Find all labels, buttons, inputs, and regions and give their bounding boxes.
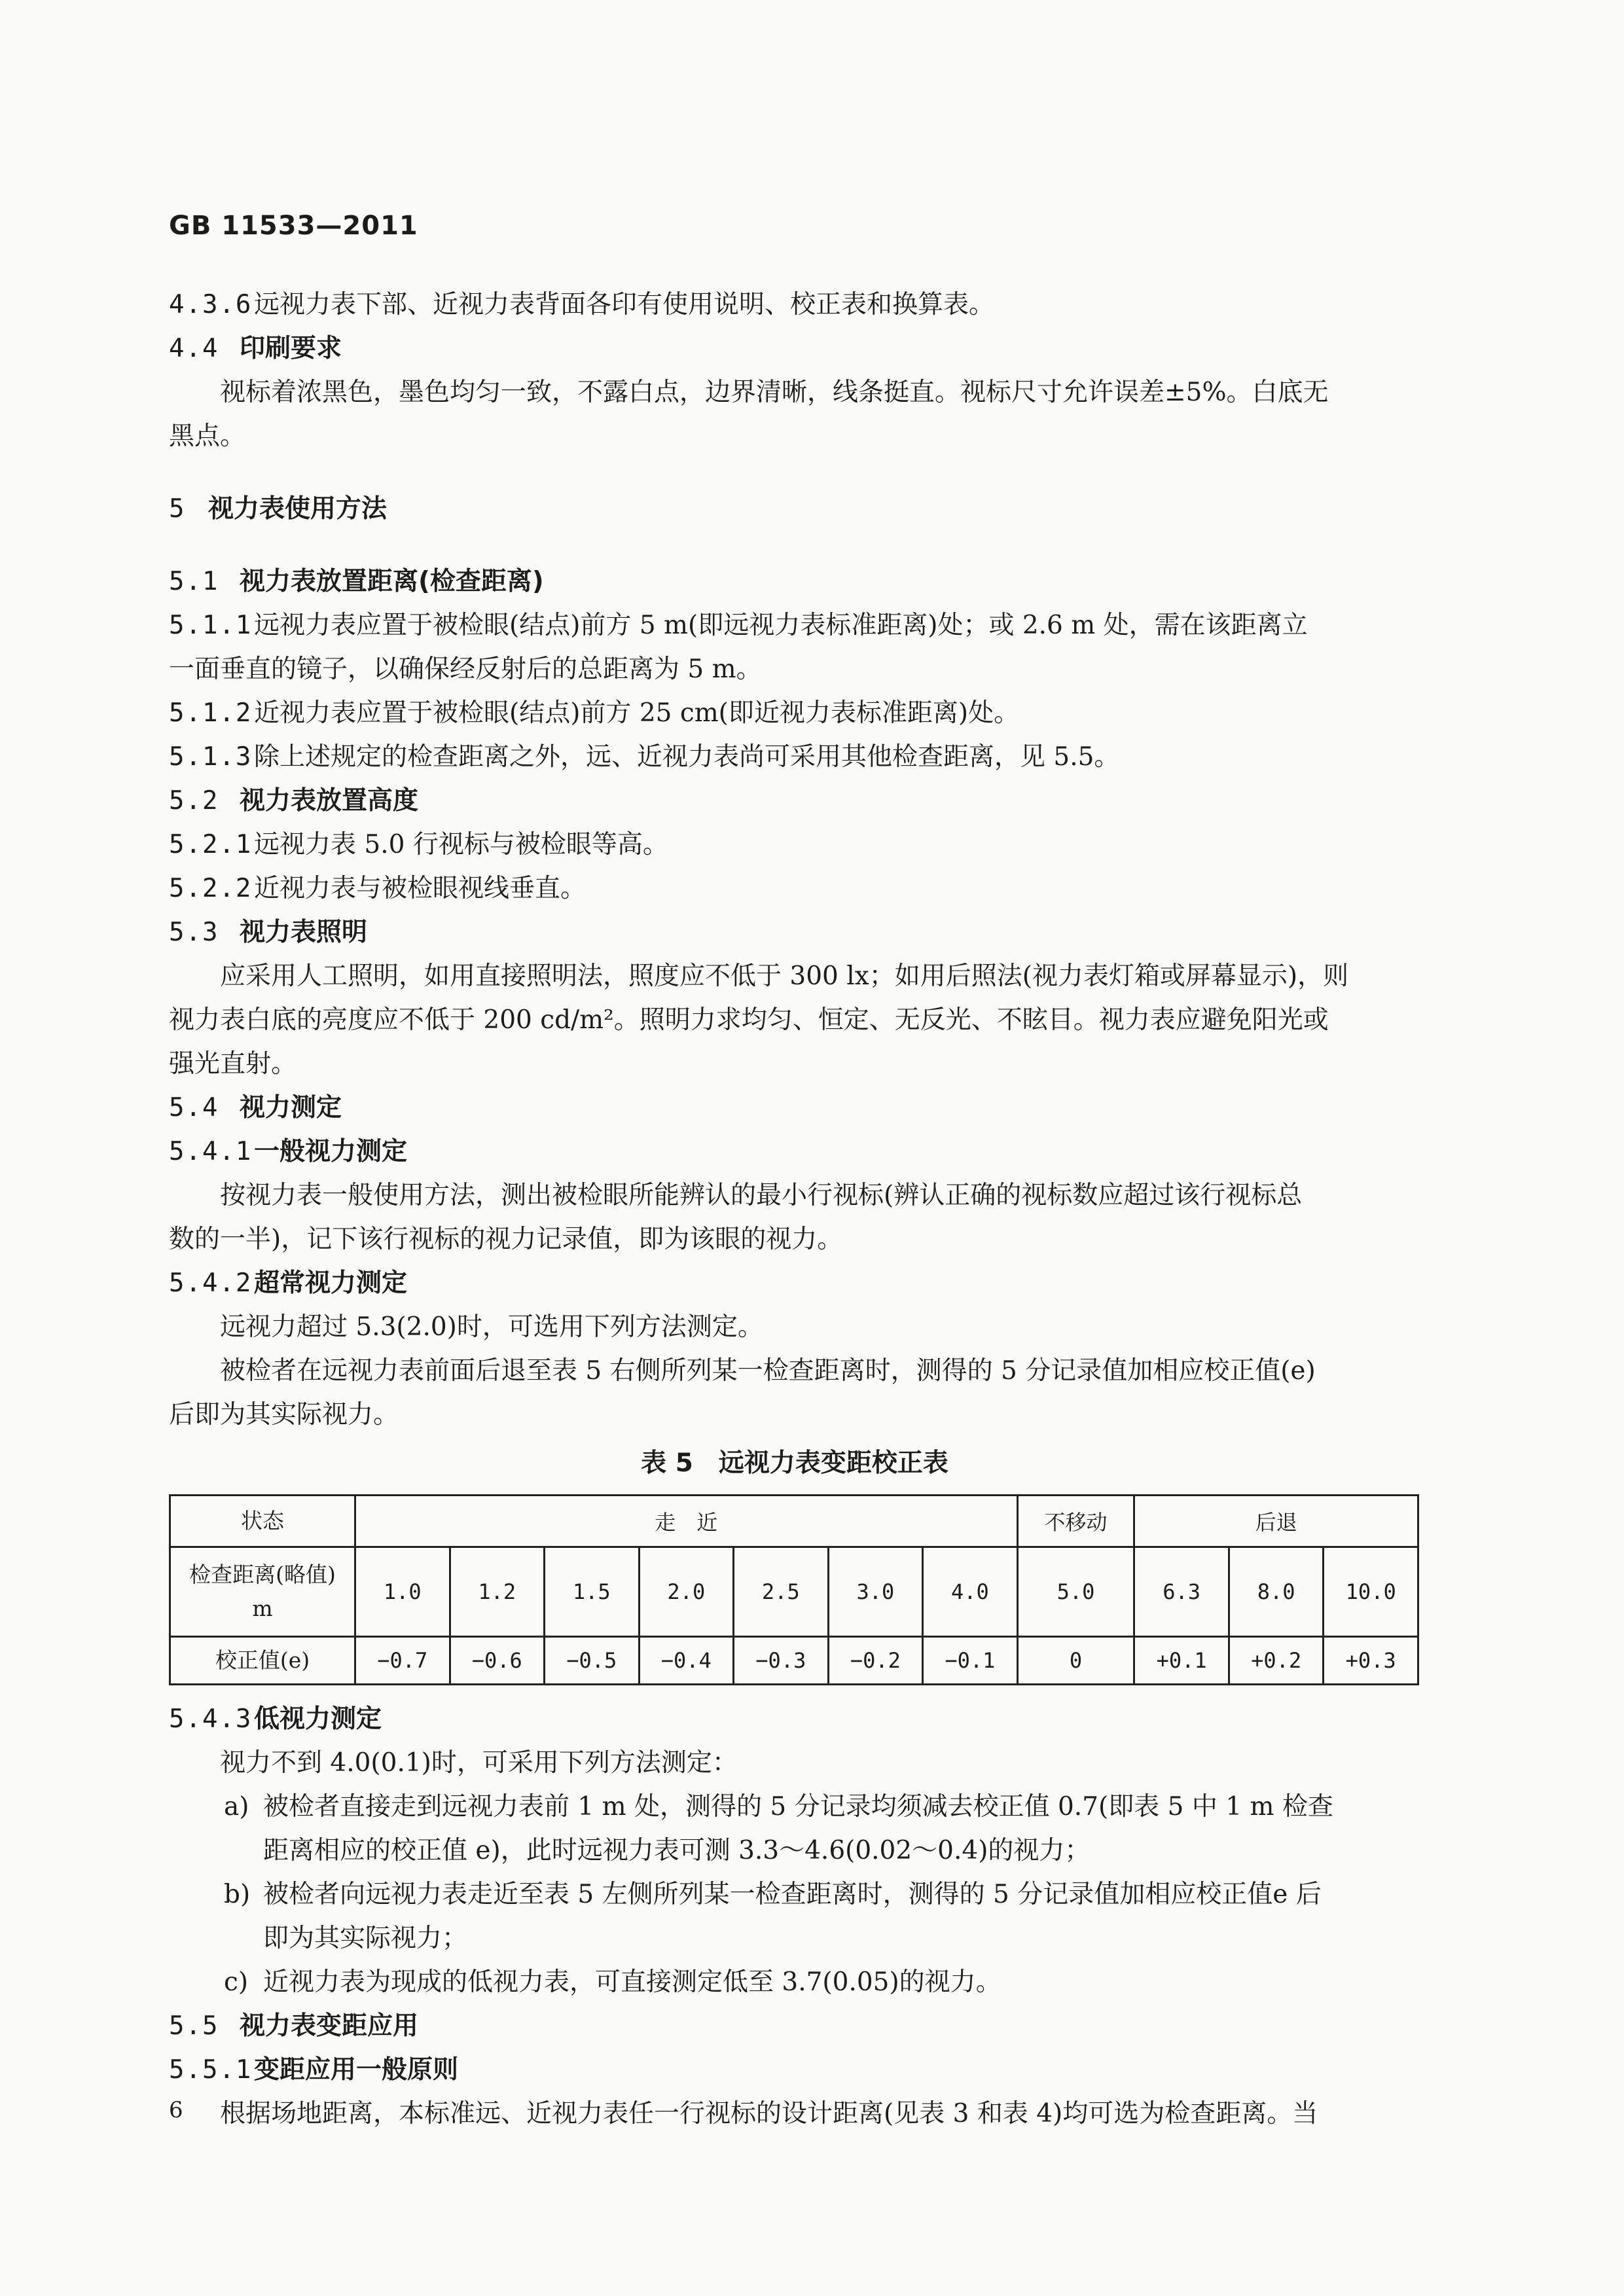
paragraph-line: 远视力超过 5.3(2.0)时，可选用下列方法测定。 xyxy=(220,1312,763,1342)
table-cell: +0.1 xyxy=(1134,1637,1229,1685)
clause-number: 5.1.3 xyxy=(169,742,253,772)
heading-title: 视力测定 xyxy=(240,1093,342,1122)
table-cell: 1.2 xyxy=(450,1547,545,1637)
paragraph-line: 黑点。 xyxy=(169,422,246,451)
clause-text: 远视力表 5.0 行视标与被检眼等高。 xyxy=(254,830,668,859)
paragraph-line: 视标着浓黑色，墨色均匀一致，不露白点，边界清晰，线条挺直。视标尺寸允许误差±5%。白底无 xyxy=(220,378,1329,407)
list-item xyxy=(169,1960,1420,2004)
table-cell: 10.0 xyxy=(1324,1547,1418,1637)
clause-4-3-6 xyxy=(169,283,1420,327)
page-number: 6 xyxy=(169,2097,183,2123)
table-cell: −0.7 xyxy=(355,1637,450,1685)
clause-5-2-1 xyxy=(169,823,1420,867)
table-cell: 校正值(e) xyxy=(170,1637,355,1685)
clause-number: 5.5.1 xyxy=(169,2055,253,2085)
table-row xyxy=(170,1637,1418,1685)
heading-title: 视力表照明 xyxy=(240,918,368,947)
clause-number: 5.1 xyxy=(169,567,219,596)
clause-text: 远视力表下部、近视力表背面各印有使用说明、校正表和换算表。 xyxy=(254,290,995,319)
table-row xyxy=(170,1547,1418,1637)
heading-title: 变距应用一般原则 xyxy=(254,2055,459,2085)
list-item xyxy=(169,1873,1420,1916)
table-cell: +0.3 xyxy=(1324,1637,1418,1685)
heading-title: 超常视力测定 xyxy=(254,1268,408,1298)
heading-5-2 xyxy=(169,779,1420,823)
list-text: 被检者向远视力表走近至表 5 左侧所列某一检查距离时，测得的 5 分记录值加相应校正值e 后 xyxy=(263,1880,1322,1909)
paragraph-line: 数的一半)，记下该行视标的视力记录值，即为该眼的视力。 xyxy=(169,1225,843,1254)
table-cell: 0 xyxy=(1017,1637,1134,1685)
clause-number: 5.5 xyxy=(169,2011,219,2041)
heading-title: 视力表放置高度 xyxy=(240,786,419,816)
table-cell: 后退 xyxy=(1134,1496,1418,1547)
clause-text: 近视力表与被检眼视线垂直。 xyxy=(254,874,586,903)
list-item-continuation: 即为其实际视力； xyxy=(263,1924,468,1953)
clause-number: 5.4.1 xyxy=(169,1137,253,1166)
clause-number: 5.4 xyxy=(169,1093,219,1122)
paragraph-line: 根据场地距离，本标准远、近视力表任一行视标的设计距离(见表 3 和表 4)均可选为检查距离。当 xyxy=(220,2099,1318,2128)
clause-number: 4.4 xyxy=(169,334,219,363)
table-cell: 3.0 xyxy=(828,1547,923,1637)
paragraph-line: 一面垂直的镜子，以确保经反射后的总距离为 5 m。 xyxy=(169,655,762,684)
list-item xyxy=(169,1785,1420,1829)
table-cell: +0.2 xyxy=(1229,1637,1324,1685)
table-cell: 6.3 xyxy=(1134,1547,1229,1637)
table-cell xyxy=(170,1547,355,1637)
clause-5-2-2 xyxy=(169,867,1420,910)
standard-number: GB 11533—2011 xyxy=(169,211,418,241)
table-cell: −0.3 xyxy=(734,1637,829,1685)
clause-text: 远视力表应置于被检眼(结点)前方 5 m(即远视力表标准距离)处；或 2.6 m 处，需在该距离立 xyxy=(254,611,1308,640)
clause-number: 5.3 xyxy=(169,918,219,947)
cell-line: m xyxy=(252,1596,273,1621)
paragraph-line: 应采用人工照明，如用直接照明法，照度应不低于 300 lx；如用后照法(视力表灯箱或屏幕显示)，则 xyxy=(220,961,1349,991)
heading-5-4-3 xyxy=(169,1697,1420,1741)
table-cell: 5.0 xyxy=(1017,1547,1134,1637)
heading-title: 印刷要求 xyxy=(240,334,342,363)
table-cell: −0.2 xyxy=(828,1637,923,1685)
heading-5-3 xyxy=(169,910,1420,954)
clause-number: 5.4.3 xyxy=(169,1704,253,1734)
table-caption: 表 5 远视力表变距校正表 xyxy=(641,1448,948,1478)
heading-5-5-1 xyxy=(169,2048,1420,2092)
clause-number: 4.3.6 xyxy=(169,290,253,319)
clause-number: 5 xyxy=(169,494,186,524)
heading-title: 视力表使用方法 xyxy=(208,494,388,524)
distance-correction-table xyxy=(169,1494,1419,1685)
paragraph-line: 视力表白底的亮度应不低于 200 cd/m²。照明力求均匀、恒定、无反光、不眩目。视力表应避免阳光或 xyxy=(169,1005,1329,1035)
heading-4-4 xyxy=(169,327,1420,370)
table-cell: 不移动 xyxy=(1017,1496,1134,1547)
table-cell: 1.5 xyxy=(545,1547,640,1637)
heading-5-4 xyxy=(169,1086,1420,1130)
list-marker: b) xyxy=(224,1880,251,1909)
paragraph-line: 视力不到 4.0(0.1)时，可采用下列方法测定： xyxy=(220,1748,738,1778)
body-content xyxy=(169,283,1420,2136)
clause-number: 5.1.2 xyxy=(169,698,253,728)
heading-5-5 xyxy=(169,2004,1420,2048)
cell-line: 检查距离(略值) xyxy=(189,1562,336,1587)
paragraph-line: 后即为其实际视力。 xyxy=(169,1400,399,1429)
table-cell: 走 近 xyxy=(355,1496,1018,1547)
list-text: 近视力表为现成的低视力表，可直接测定低至 3.7(0.05)的视力。 xyxy=(263,1967,1001,1997)
clause-5-1-1 xyxy=(169,603,1420,647)
table-cell: −0.6 xyxy=(450,1637,545,1685)
paragraph-line: 被检者在远视力表前面后退至表 5 右侧所列某一检查距离时，测得的 5 分记录值加相应校正值(e) xyxy=(220,1356,1316,1386)
list-marker: c) xyxy=(224,1967,249,1997)
heading-5 xyxy=(169,487,1420,531)
table-cell: 状态 xyxy=(170,1496,355,1547)
heading-5-1 xyxy=(169,560,1420,603)
paragraph-line: 按视力表一般使用方法，测出被检眼所能辨认的最小行视标(辨认正确的视标数应超过该行视标总 xyxy=(220,1181,1303,1210)
clause-number: 5.1.1 xyxy=(169,611,253,640)
clause-number: 5.4.2 xyxy=(169,1268,253,1298)
table-row xyxy=(170,1496,1418,1547)
paragraph-line: 强光直射。 xyxy=(169,1049,297,1079)
heading-title: 一般视力测定 xyxy=(254,1137,408,1166)
table-cell: 2.5 xyxy=(734,1547,829,1637)
heading-title: 低视力测定 xyxy=(254,1704,382,1734)
table-cell: 2.0 xyxy=(639,1547,734,1637)
table-cell: −0.4 xyxy=(639,1637,734,1685)
clause-number: 5.2.1 xyxy=(169,830,253,859)
list-marker: a) xyxy=(224,1792,249,1821)
clause-text: 近视力表应置于被检眼(结点)前方 25 cm(即近视力表标准距离)处。 xyxy=(254,698,1020,728)
table-cell: 1.0 xyxy=(355,1547,450,1637)
list-item-continuation: 距离相应的校正值 e)，此时远视力表可测 3.3～4.6(0.02～0.4)的视力； xyxy=(263,1836,1091,1865)
table-cell: 8.0 xyxy=(1229,1547,1324,1637)
heading-title: 视力表放置距离(检查距离) xyxy=(240,567,544,596)
table-cell: −0.5 xyxy=(545,1637,640,1685)
heading-5-4-1 xyxy=(169,1130,1420,1174)
clause-number: 5.2 xyxy=(169,786,219,816)
list-text: 被检者直接走到远视力表前 1 m 处，测得的 5 分记录均须减去校正值 0.7(即表 5 中 1 m 检查 xyxy=(263,1792,1333,1821)
heading-5-4-2 xyxy=(169,1261,1420,1305)
clause-text: 除上述规定的检查距离之外，远、近视力表尚可采用其他检查距离，见 5.5。 xyxy=(254,742,1120,772)
clause-number: 5.2.2 xyxy=(169,874,253,903)
table-cell: −0.1 xyxy=(923,1637,1018,1685)
clause-5-1-3 xyxy=(169,735,1420,779)
clause-5-1-2 xyxy=(169,691,1420,735)
heading-title: 视力表变距应用 xyxy=(240,2011,419,2041)
table-cell: 4.0 xyxy=(923,1547,1018,1637)
